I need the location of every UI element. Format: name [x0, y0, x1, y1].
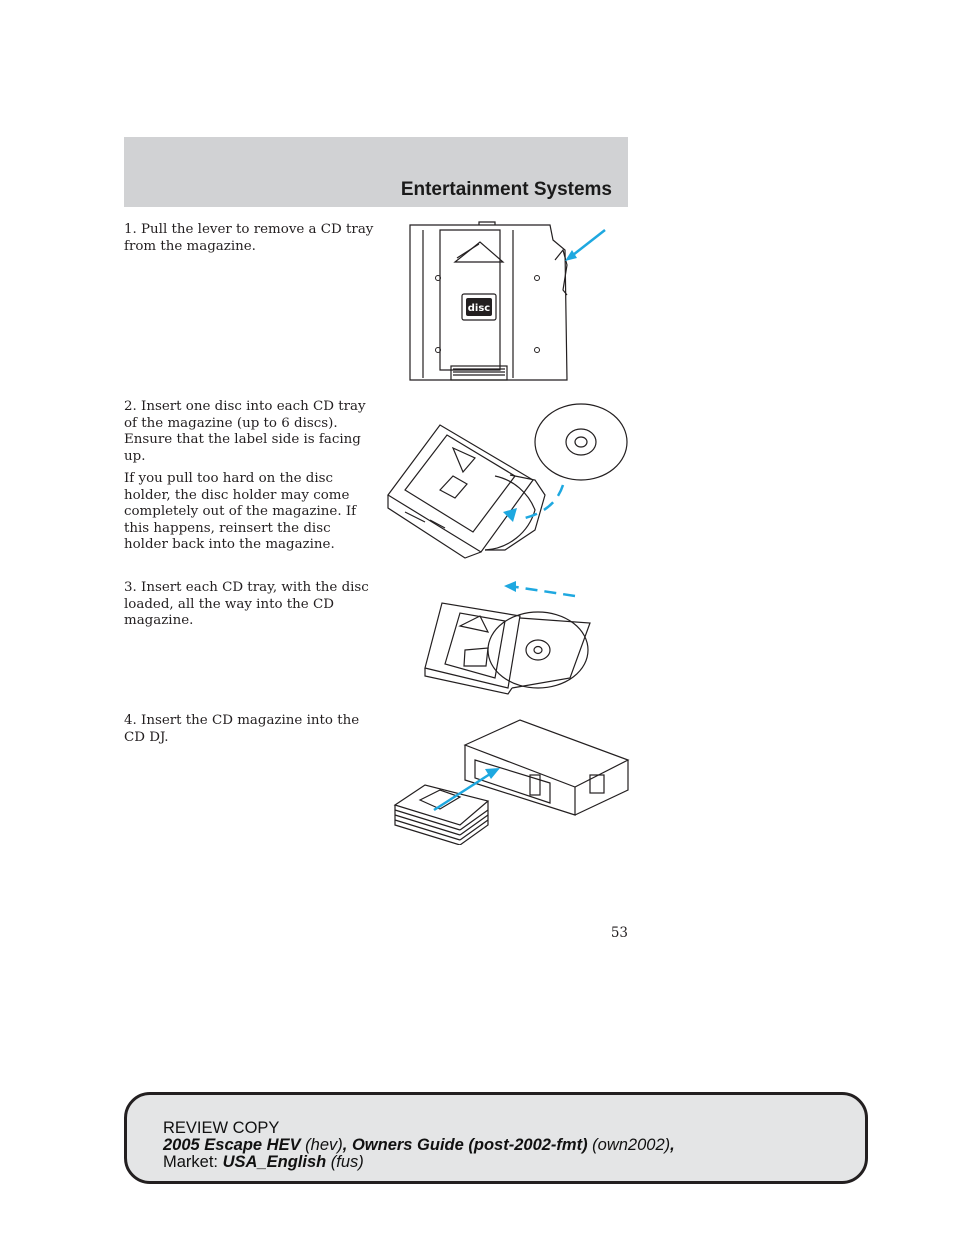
guide-code: (own2002) [587, 1136, 671, 1154]
step-2-paragraph-1: 2. Insert one disc into each CD tray of the magazine (up to 6 discs). Ensure that the label side is facing up. [124, 399, 366, 464]
separator-2: , [670, 1136, 675, 1154]
market-line [163, 1154, 675, 1171]
step-3-text [124, 580, 374, 636]
figure-insert-magazine [390, 715, 635, 845]
figure-insert-tray [420, 578, 600, 696]
page-number: 53 [610, 925, 628, 941]
market-label: Market: [163, 1153, 223, 1171]
step-1-text [124, 222, 374, 261]
step-4-paragraph: 4. Insert the CD magazine into the CD DJ. [124, 713, 360, 745]
step-4-text [124, 713, 374, 752]
separator-1: , [342, 1136, 352, 1154]
step-3-paragraph: 3. Insert each CD tray, with the disc loaded, all the way into the CD magazine. [124, 580, 369, 628]
disc-logo: disc [467, 303, 491, 314]
market-code: (fus) [326, 1153, 364, 1171]
market-name: USA_English [222, 1153, 327, 1171]
step-1-paragraph: 1. Pull the lever to remove a CD tray from the magazine. [124, 222, 374, 254]
section-title: Entertainment Systems [400, 179, 612, 200]
figure-insert-disc [385, 400, 630, 565]
vehicle-code: (hev) [300, 1136, 343, 1154]
review-copy-label: REVIEW COPY [163, 1119, 280, 1137]
step-2-text [124, 399, 374, 560]
guide-name: Owners Guide (post-2002-fmt) [351, 1136, 588, 1154]
figure-remove-tray [405, 220, 615, 386]
review-copy-text [163, 1120, 675, 1171]
review-copy-details [163, 1137, 675, 1154]
review-copy-box [124, 1092, 868, 1184]
step-2-paragraph-2: If you pull too hard on the disc holder, the disc holder may come completely out of the magazine. If this happens, reinsert the disc holder back into the magazine. [124, 471, 357, 552]
section-header-bar [124, 137, 628, 207]
vehicle-name: 2005 Escape HEV [163, 1136, 301, 1154]
